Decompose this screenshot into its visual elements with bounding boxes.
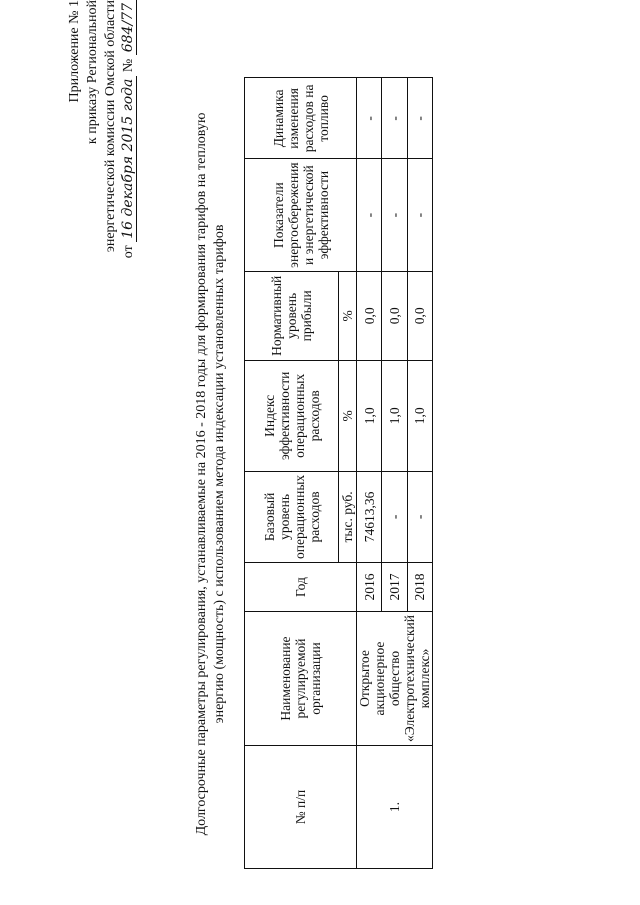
header-base: Базовый уровень операционных расходов <box>245 471 339 562</box>
appendix-commission: энергетической комиссии Омской области <box>103 0 118 253</box>
from-prefix: от <box>121 245 136 259</box>
header-energy: Показатели энергосбережения и энергетической эффективности <box>245 159 357 271</box>
row-year: 2017 <box>382 563 407 612</box>
unit-index: % <box>339 360 357 471</box>
row-profit: 0,0 <box>357 271 382 360</box>
unit-base: тыс. руб. <box>339 471 357 562</box>
appendix-date-line <box>120 0 138 258</box>
row-year: 2018 <box>407 563 432 612</box>
handwritten-number: 684/77 <box>120 0 137 55</box>
document-title <box>193 79 229 869</box>
header-org: Наименование регулируемой организации <box>245 612 357 746</box>
header-index: Индекс эффективности операционных расходов <box>245 360 339 471</box>
row-energy: - <box>357 159 382 271</box>
row-index: 1,0 <box>357 360 382 471</box>
row-fuel: - <box>357 78 382 159</box>
row-base: - <box>382 471 407 562</box>
row-base: 74613,36 <box>357 471 382 562</box>
parameters-table <box>244 77 433 869</box>
title-line-1: Долгосрочные параметры регулирования, устанавливаемые на 2016 - 2018 годы для формирования тарифов на тепловую <box>194 112 209 836</box>
row-fuel: - <box>382 78 407 159</box>
appendix-title: Приложение № 1 <box>67 0 82 103</box>
row-num: 1. <box>357 746 433 869</box>
row-org: Открытое акционерное общество «Электротехнический комплекс» <box>357 612 433 746</box>
handwritten-date: 16 декабря 2015 года <box>120 76 137 242</box>
row-profit: 0,0 <box>382 271 407 360</box>
row-index: 1,0 <box>382 360 407 471</box>
row-fuel: - <box>407 78 432 159</box>
row-profit: 0,0 <box>407 271 432 360</box>
row-base: - <box>407 471 432 562</box>
row-energy: - <box>407 159 432 271</box>
row-energy: - <box>382 159 407 271</box>
appendix-header <box>66 0 138 258</box>
row-index: 1,0 <box>407 360 432 471</box>
number-prefix: № <box>121 58 136 73</box>
title-line-2: энергию (мощность) с использованием метода индексации установленных тарифов <box>212 224 227 724</box>
header-fuel: Динамика изменения расходов на топливо <box>245 78 357 159</box>
table-row <box>357 78 382 869</box>
header-year: Год <box>245 563 357 612</box>
unit-profit: % <box>339 271 357 360</box>
header-profit: Нормативный уровень прибыли <box>245 271 339 360</box>
header-row <box>245 78 339 869</box>
appendix-order-ref: к приказу Региональной <box>85 0 100 145</box>
row-year: 2016 <box>357 563 382 612</box>
header-num: № п/п <box>245 746 357 869</box>
